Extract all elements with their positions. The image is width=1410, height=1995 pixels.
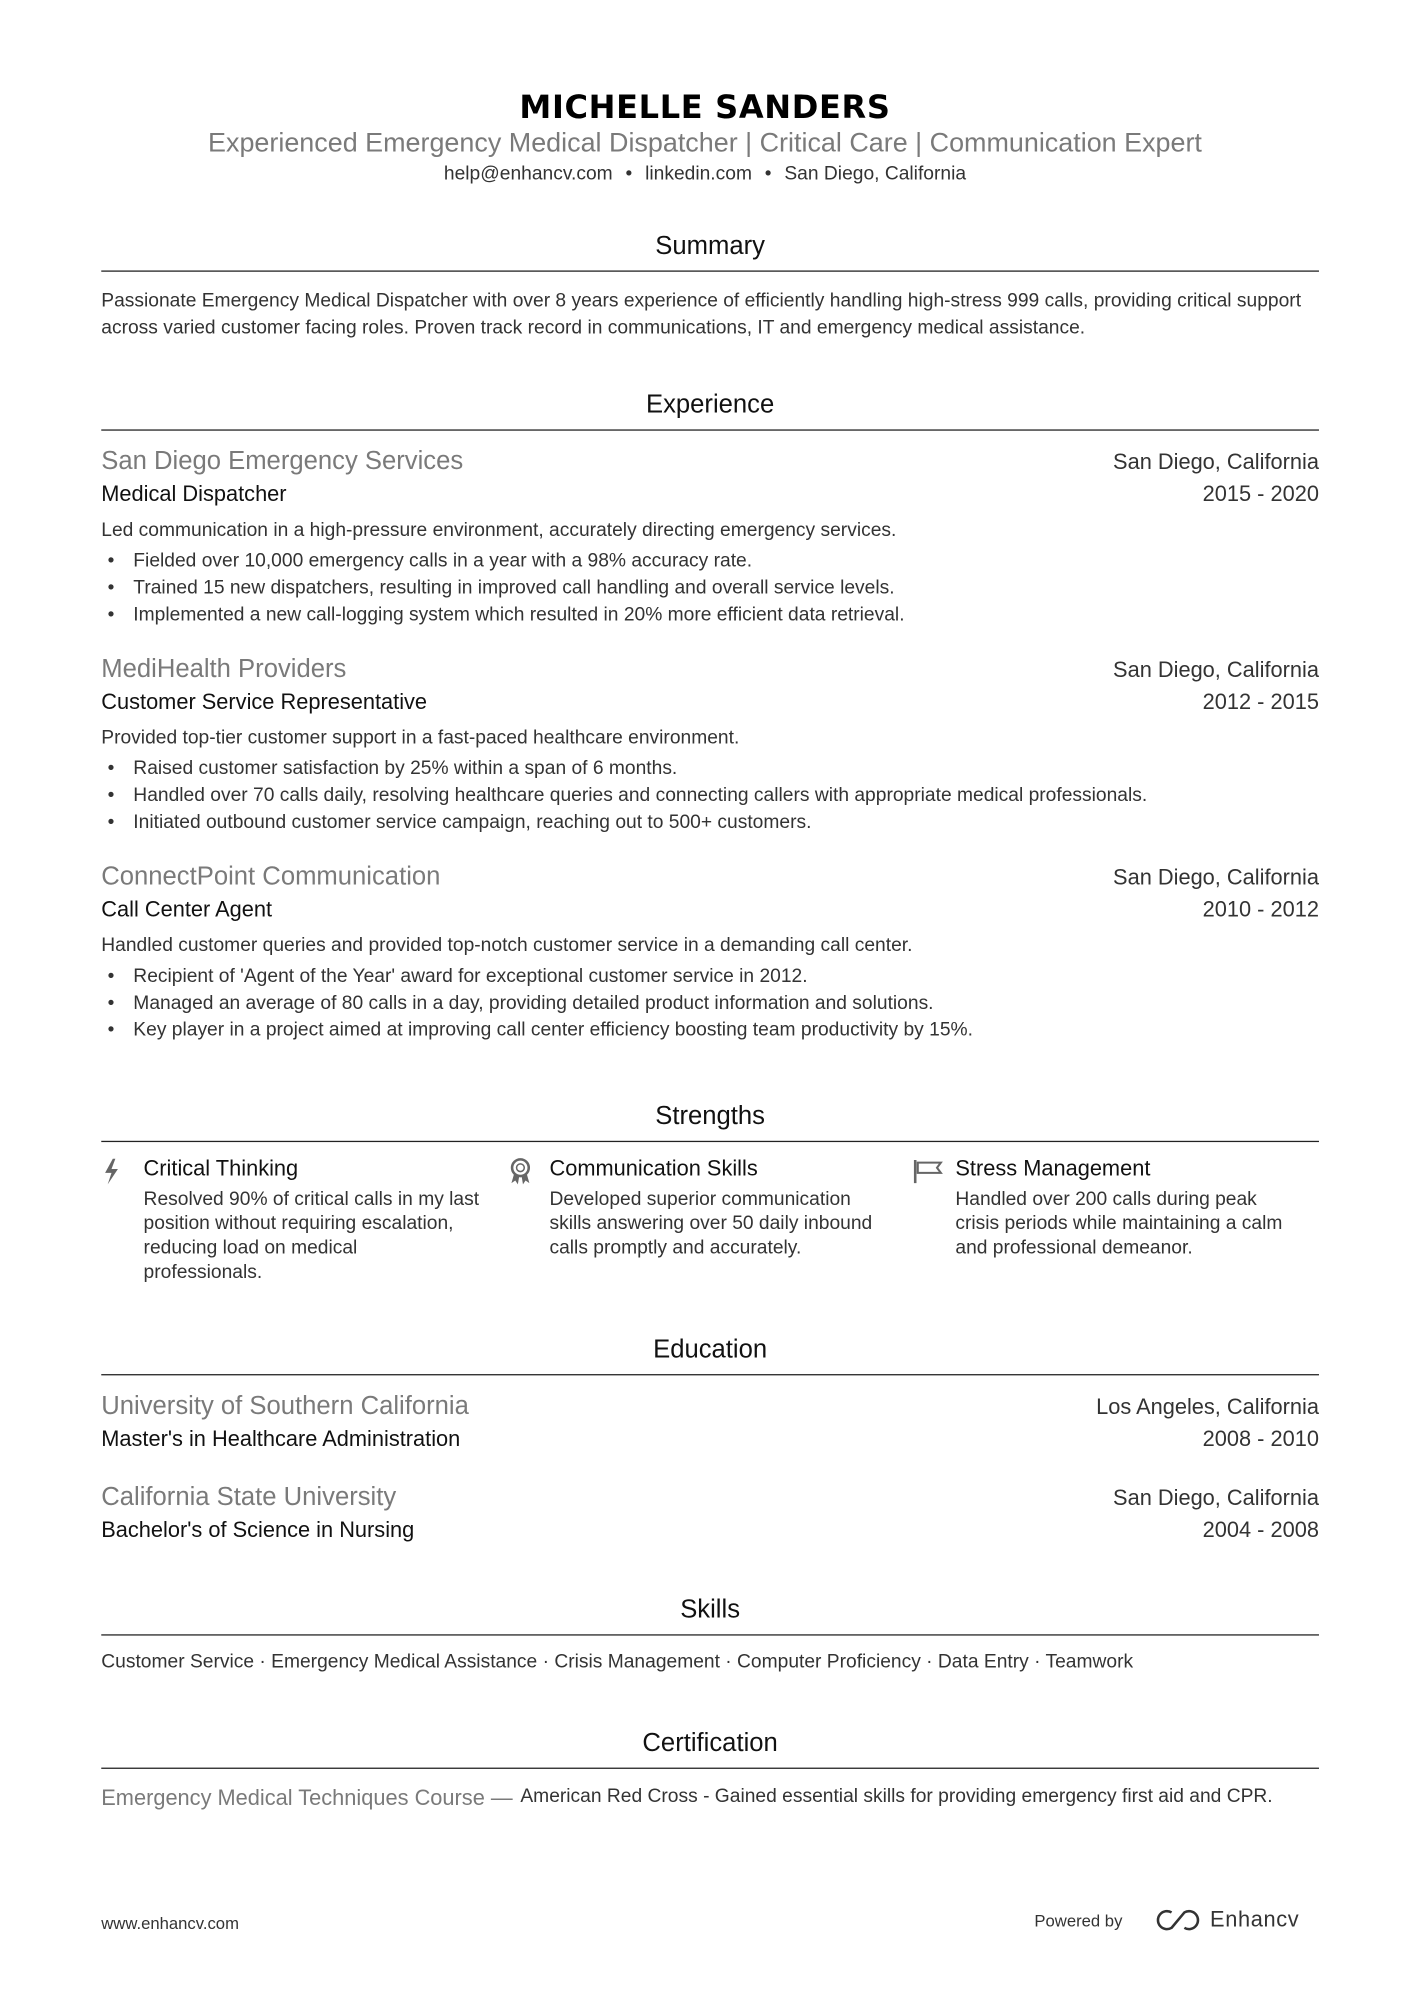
school-name: University of Southern California <box>101 1392 469 1421</box>
enhancv-logo <box>1154 1907 1300 1933</box>
skills-section <box>101 1595 1319 1676</box>
summary-text: Passionate Emergency Medical Dispatcher with over 8 years experience of efficiently handling high-stress 999 calls, providing critical support across varied customer facing roles. Proven track record in communications, IT and emergency medical assistance. <box>101 289 1302 339</box>
strength-title: Critical Thinking <box>143 1156 299 1181</box>
strength-title: Stress Management <box>955 1156 1151 1181</box>
job-role: Call Center Agent <box>101 897 273 922</box>
job-bullets <box>101 547 1319 628</box>
job-location: San Diego, California <box>1113 449 1319 475</box>
candidate-title: Experienced Emergency Medical Dispatcher | Critical Care | Communication Expert <box>208 128 1202 158</box>
job-bullet: • Implemented a new call-logging system which resulted in 20% more efficient data retrieval. <box>101 601 1319 628</box>
lightning-icon <box>101 1155 143 1284</box>
job-entry <box>101 446 1319 628</box>
job-description: Provided top-tier customer support in a fast-paced healthcare environment. <box>101 726 740 749</box>
candidate-name: MICHELLE SANDERS <box>519 88 891 126</box>
education-section <box>101 1334 1319 1547</box>
school-location: San Diego, California <box>1113 1485 1319 1510</box>
job-bullet: • Managed an average of 80 calls in a day, providing detailed product information and solutions. <box>101 990 1319 1017</box>
education-item <box>101 1482 1319 1547</box>
footer-website[interactable]: www.enhancv.com <box>101 1913 239 1933</box>
job-bullet: • Fielded over 10,000 emergency calls in a year with a 98% accuracy rate. <box>101 547 1319 574</box>
job-description: Handled customer queries and provided top-notch customer service in a demanding call center. <box>101 934 913 957</box>
education-dates: 2008 - 2010 <box>1202 1426 1319 1451</box>
job-bullets <box>101 963 1319 1044</box>
job-bullet: • Recipient of 'Agent of the Year' award for exceptional customer service in 2012. <box>101 963 1319 990</box>
education-dates: 2004 - 2008 <box>1202 1517 1319 1543</box>
email-link[interactable]: help@enhancv.com <box>443 162 613 185</box>
strengths-section <box>101 1101 1319 1284</box>
enhancv-logo-icon <box>1154 1907 1203 1933</box>
strength-desc: Developed superior communication skills answering over 50 daily inbound calls promptly and accurately. <box>549 1188 873 1259</box>
flag-icon <box>913 1155 955 1284</box>
job-location: San Diego, California <box>1113 657 1319 682</box>
job-dates: 2012 - 2015 <box>1202 689 1319 714</box>
strength-title: Communication Skills <box>549 1156 758 1181</box>
enhancv-brand: Enhancv <box>1210 1907 1300 1932</box>
job-description: Led communication in a high-pressure environment, accurately directing emergency services. <box>101 519 897 541</box>
section-heading: Skills <box>101 1595 1319 1636</box>
location: San Diego, California <box>784 162 967 185</box>
education-item <box>101 1391 1319 1456</box>
strength-item <box>101 1155 507 1284</box>
company-name: MediHealth Providers <box>101 654 347 684</box>
job-bullet: • Handled over 70 calls daily, resolving healthcare queries and connecting callers with appropriate medical professionals. <box>101 782 1319 809</box>
section-heading: Summary <box>101 231 1319 272</box>
certification-desc: American Red Cross - Gained essential skills for providing emergency first aid and CPR. <box>520 1785 1273 1808</box>
summary-section <box>101 231 1319 341</box>
company-name: ConnectPoint Communication <box>101 862 441 891</box>
experience-section <box>101 390 1319 1044</box>
award-icon <box>507 1155 549 1284</box>
certification-section <box>101 1728 1319 1811</box>
job-bullet: • Key player in a project aimed at improving call center efficiency boosting team productivity by 15%. <box>101 1016 1319 1043</box>
job-bullet: • Initiated outbound customer service campaign, reaching out to 500+ customers. <box>101 809 1319 836</box>
linkedin-link[interactable]: linkedin.com <box>645 162 752 185</box>
contact-info: help@enhancv.com • linkedin.com • San Diego, California <box>443 162 967 185</box>
degree: Bachelor's of Science in Nursing <box>101 1517 415 1543</box>
certification-name: Emergency Medical Techniques Course — <box>101 1785 513 1810</box>
strength-item <box>507 1155 913 1284</box>
skills-list: Customer Service · Emergency Medical Assistance · Crisis Management · Computer Proficiency · Data Entry · Teamwork <box>101 1650 1134 1673</box>
job-bullet: • Trained 15 new dispatchers, resulting in improved call handling and overall service levels. <box>101 574 1319 601</box>
degree: Master's in Healthcare Administration <box>101 1426 461 1451</box>
job-entry <box>101 861 1319 1043</box>
section-heading: Experience <box>101 390 1319 431</box>
job-dates: 2010 - 2012 <box>1202 897 1319 922</box>
job-role: Medical Dispatcher <box>101 481 287 507</box>
job-role: Customer Service Representative <box>101 689 428 714</box>
strength-item <box>913 1155 1319 1284</box>
job-bullets <box>101 755 1319 836</box>
section-heading: Strengths <box>101 1101 1319 1142</box>
job-dates: 2015 - 2020 <box>1202 481 1319 507</box>
school-location: Los Angeles, California <box>1096 1394 1319 1419</box>
job-location: San Diego, California <box>1113 865 1319 890</box>
section-heading: Certification <box>101 1728 1319 1769</box>
section-heading: Education <box>101 1334 1319 1375</box>
powered-by-label: Powered by <box>1034 1911 1123 1931</box>
strength-desc: Handled over 200 calls during peak crisis periods while maintaining a calm and professional demeanor. <box>955 1188 1283 1259</box>
school-name: California State University <box>101 1483 397 1512</box>
company-name: San Diego Emergency Services <box>101 447 464 476</box>
job-bullet: • Raised customer satisfaction by 25% within a span of 6 months. <box>101 755 1319 782</box>
job-entry <box>101 654 1319 836</box>
strength-desc: Resolved 90% of critical calls in my last position without requiring escalation, reducing load on medical professionals. <box>143 1188 480 1284</box>
